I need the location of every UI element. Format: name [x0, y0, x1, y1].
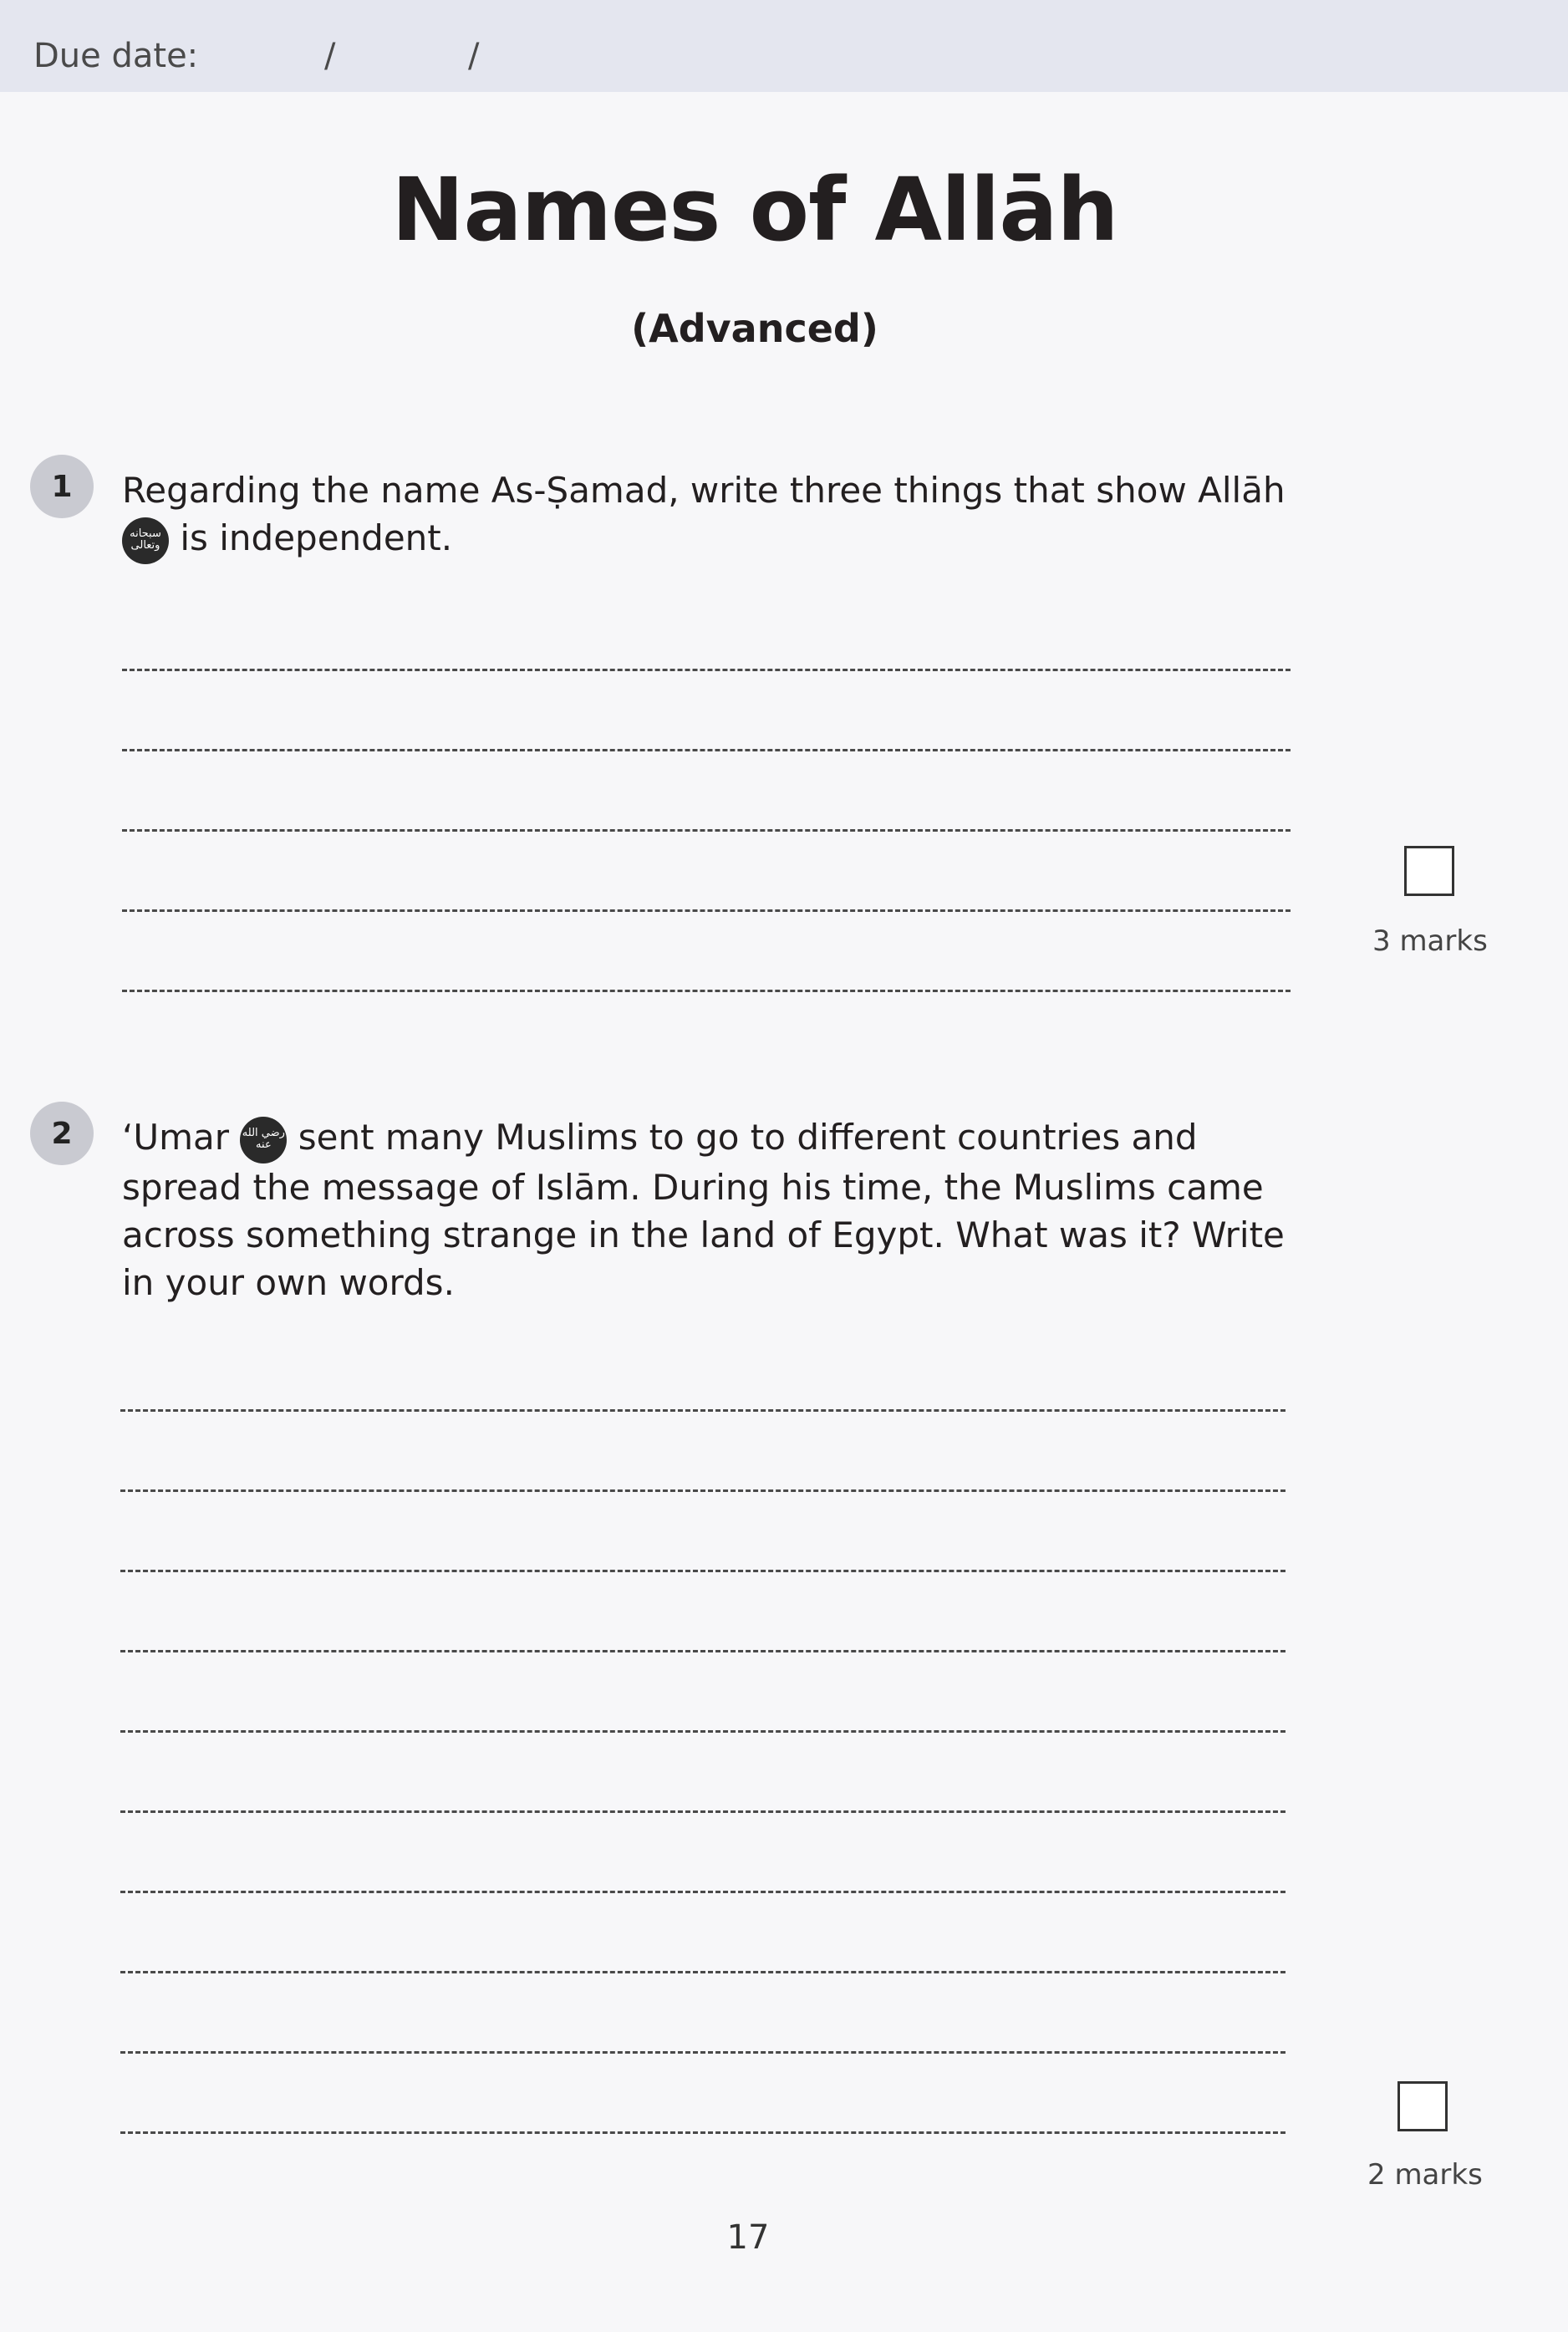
- answer-line[interactable]: [122, 909, 1291, 912]
- question-2-text-start: ‘Umar: [122, 1117, 241, 1158]
- answer-line[interactable]: [122, 669, 1291, 671]
- answer-line[interactable]: [120, 2051, 1285, 2054]
- honorific-icon: سبحانه وتعالى: [122, 517, 169, 564]
- question-2-text-end: sent many Muslims to go to different countries and spread the message of Islām. During his time, the Muslims came across something strange in the land of Egypt. What was it? Write in your own words.: [122, 1117, 1285, 1303]
- question-2-number: 2: [30, 1102, 94, 1165]
- answer-line[interactable]: [120, 1810, 1285, 1813]
- answer-line[interactable]: [120, 1650, 1285, 1652]
- answer-line[interactable]: [120, 1409, 1285, 1412]
- header-band: [0, 0, 1568, 92]
- due-date-slash-1: /: [324, 37, 336, 75]
- question-1-text-end: is independent.: [169, 517, 453, 558]
- page-title: Names of Allāh: [391, 159, 1118, 261]
- honorific-icon: رضي الله عنه: [240, 1117, 287, 1163]
- answer-line[interactable]: [122, 829, 1291, 832]
- due-date-label: Due date:: [33, 37, 199, 75]
- answer-line[interactable]: [120, 1891, 1285, 1893]
- page-subtitle: (Advanced): [631, 306, 878, 351]
- answer-line[interactable]: [120, 1570, 1285, 1572]
- question-1-mark-box[interactable]: [1404, 846, 1454, 896]
- page-number: 17: [726, 2218, 770, 2257]
- question-2-marks-label: 2 marks: [1367, 2158, 1483, 2192]
- question-1-number: 1: [30, 455, 94, 518]
- question-2-text: [122, 1113, 1309, 1306]
- question-1-marks-label: 3 marks: [1372, 924, 1488, 958]
- question-1-text: [122, 466, 1309, 564]
- answer-line[interactable]: [122, 990, 1291, 992]
- question-1-text-start: Regarding the name As-Ṣamad, write three things that show Allāh: [122, 470, 1285, 511]
- answer-line[interactable]: [120, 2131, 1285, 2134]
- answer-line[interactable]: [120, 1489, 1285, 1492]
- due-date-slash-2: /: [468, 37, 480, 75]
- answer-line[interactable]: [120, 1971, 1285, 1973]
- answer-line[interactable]: [122, 749, 1291, 751]
- answer-line[interactable]: [120, 1730, 1285, 1733]
- question-2-mark-box[interactable]: [1397, 2081, 1448, 2131]
